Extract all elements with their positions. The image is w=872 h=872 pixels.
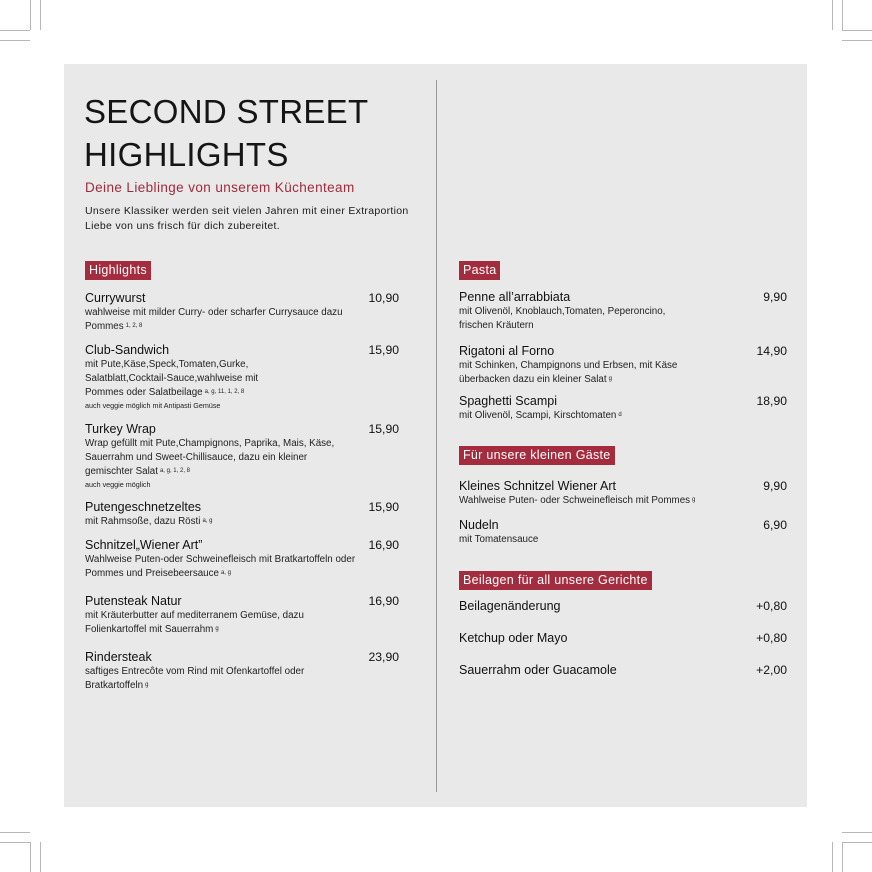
menu-item-club-sandwich: Club-Sandwich mit Pute,Käse,Speck,Tomaten,Gurke, Salatblatt,Cocktail-Sauce,wahlweise mit Pommes oder Salatbeilage $^{a, g, 11, 1, 2, 8}$ auch veggie möglich mit Antipasti Gemüse <box>85 343 259 410</box>
menu-item-putensteak: Putensteak Natur mit Kräuterbutter auf mediterranem Gemüse, dazu Folienkartoffel mit Sauerrahm $^g$ <box>85 594 304 636</box>
item-price: 10,90 <box>368 291 399 305</box>
column-divider <box>436 80 437 792</box>
crop-mark <box>40 842 41 872</box>
item-price: 9,90 <box>763 290 787 304</box>
crop-mark <box>832 0 833 30</box>
menu-item-kinder-schnitzel: Kleines Schnitzel Wiener Art Wahlweise Puten- oder Schweinefleisch mit Pommes $^g$ <box>459 479 696 506</box>
crop-mark <box>30 842 31 872</box>
crop-mark <box>842 40 872 41</box>
crop-mark <box>842 832 872 833</box>
crop-mark <box>842 30 872 31</box>
crop-mark <box>40 0 41 30</box>
menu-subtitle: Deine Lieblinge von unserem Küchenteam <box>85 180 355 195</box>
crop-mark <box>0 40 30 41</box>
side-item-sauerrahm-guacamole: Sauerrahm oder Guacamole <box>459 663 617 677</box>
crop-mark <box>0 30 30 31</box>
item-price: 15,90 <box>368 422 399 436</box>
crop-mark <box>842 842 843 872</box>
menu-item-schnitzel: Schnitzel„Wiener Art” Wahlweise Puten-oder Schweinefleisch mit Bratkartoffeln oder Pommes und Preisebeersauce $^{a, g}$ <box>85 538 356 580</box>
menu-item-nudeln: Nudeln mit Tomatensauce <box>459 518 539 545</box>
menu-page <box>64 64 807 807</box>
section-label-sides: Beilagen für all unsere Gerichte <box>459 571 652 590</box>
item-price: +2,00 <box>756 663 787 677</box>
item-price: 15,90 <box>368 343 399 357</box>
item-price: 14,90 <box>756 344 787 358</box>
crop-mark <box>0 832 30 833</box>
section-label-pasta: Pasta <box>459 261 500 280</box>
menu-item-spaghetti: Spaghetti Scampi mit Olivenöl, Scampi, Kirschtomaten $^d$ <box>459 394 622 421</box>
side-item-ketchup-mayo: Ketchup oder Mayo <box>459 631 568 645</box>
menu-intro: Unsere Klassiker werden seit vielen Jahren mit einer Extraportion Liebe von uns frisch für dich zubereitet. <box>85 205 409 232</box>
item-price: +0,80 <box>756 599 787 613</box>
crop-mark <box>832 842 833 872</box>
crop-mark <box>842 842 872 843</box>
item-price: 9,90 <box>763 479 787 493</box>
menu-item-currywurst: Currywurst wahlweise mit milder Curry- oder scharfer Currysauce dazu Pommes $^{1, 2, 8}$ <box>85 291 343 333</box>
menu-item-putengeschnetzeltes: Putengeschnetzeltes mit Rahmsoße, dazu Rösti $^{a, g}$ <box>85 500 213 527</box>
side-item-beilagenaenderung: Beilagenänderung <box>459 599 561 613</box>
menu-item-rindersteak: Rindersteak saftiges Entrecôte vom Rind mit Ofenkartoffel oder Bratkartoffeln $^g$ <box>85 650 305 692</box>
menu-item-turkey-wrap: Turkey Wrap Wrap gefüllt mit Pute,Champignons, Paprika, Mais, Käse, Sauerrahm und Sweet-Chillisauce, dazu ein kleiner gemischter Salat $^{a, g, 1, 2, 8}$ auch veggie möglich <box>85 422 335 489</box>
crop-mark <box>842 0 843 30</box>
crop-mark <box>0 842 30 843</box>
item-price: 16,90 <box>368 538 399 552</box>
menu-title: SECOND STREET HIGHLIGHTS <box>84 93 369 173</box>
section-label-highlights: Highlights <box>85 261 151 280</box>
crop-mark <box>30 0 31 30</box>
item-price: 16,90 <box>368 594 399 608</box>
menu-item-penne: Penne all’arrabbiata mit Olivenöl, Knoblauch,Tomaten, Peperoncino, frischen Kräutern <box>459 290 666 332</box>
item-price: 6,90 <box>763 518 787 532</box>
section-label-kids: Für unsere kleinen Gäste <box>459 446 615 465</box>
item-price: 15,90 <box>368 500 399 514</box>
item-price: 18,90 <box>756 394 787 408</box>
item-price: 23,90 <box>368 650 399 664</box>
item-price: +0,80 <box>756 631 787 645</box>
menu-item-rigatoni: Rigatoni al Forno mit Schinken, Champignons und Erbsen, mit Käse überbacken dazu ein kleiner Salat $^g$ <box>459 344 678 386</box>
